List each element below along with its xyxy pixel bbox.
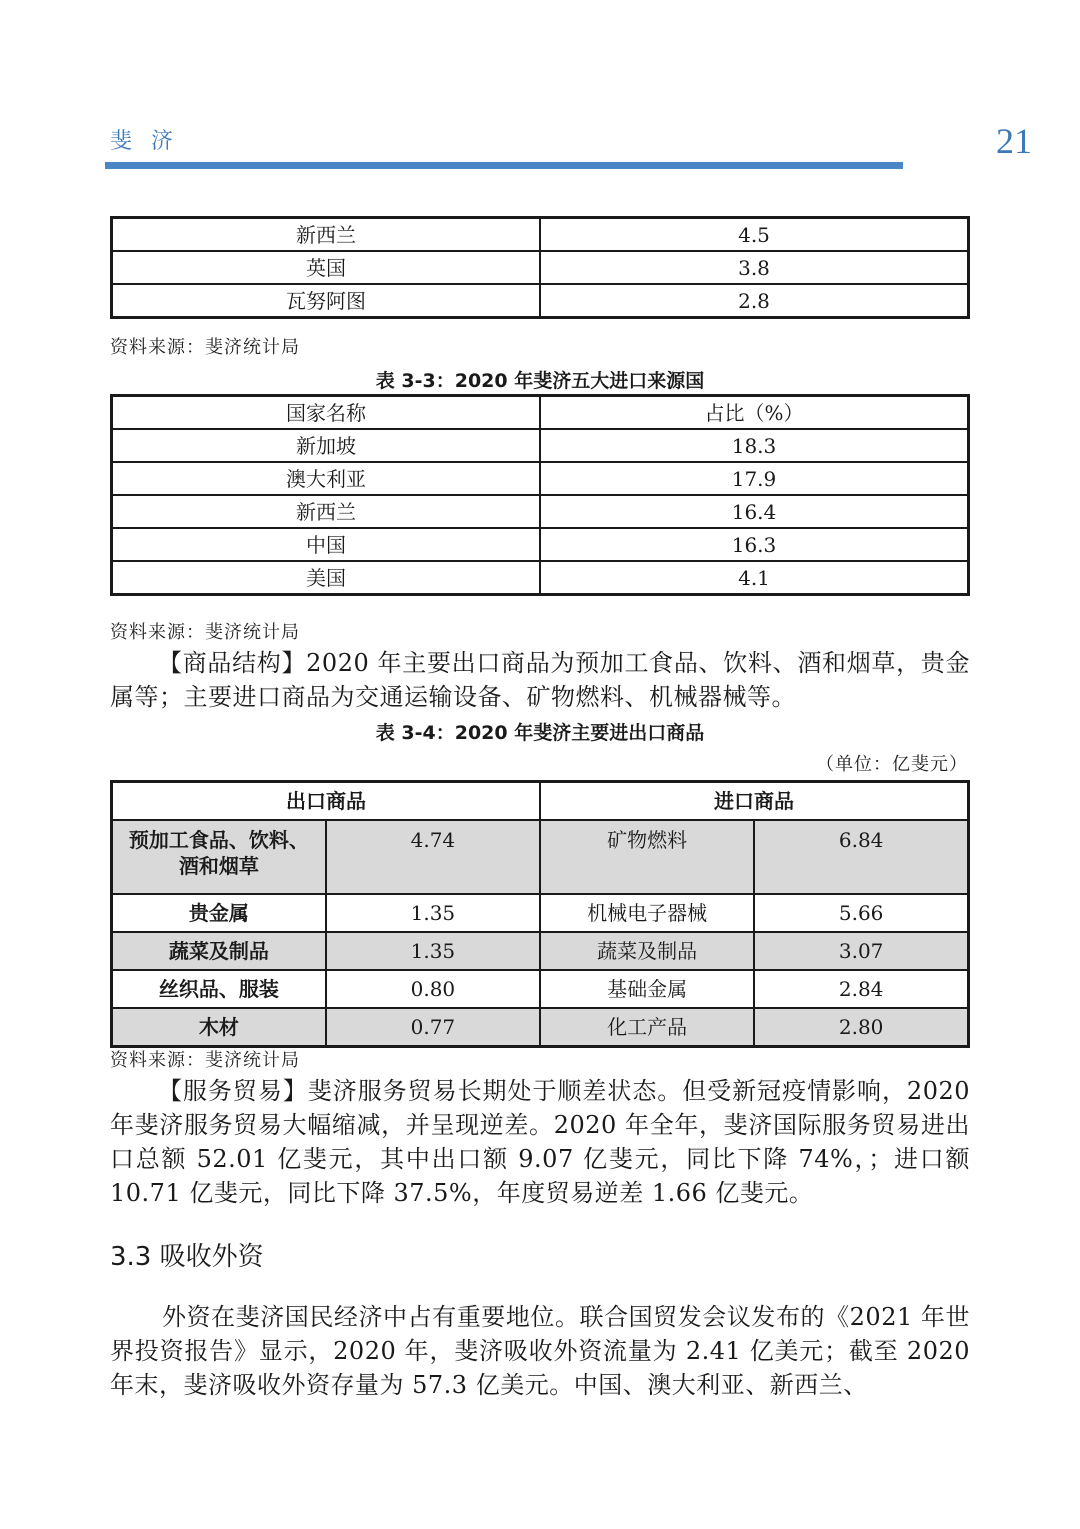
table-caption: 表 3-3：2020 年斐济五大进口来源国 (375, 370, 705, 392)
table-cell: 1.35 (326, 932, 540, 970)
table-cell: 2.8 (540, 284, 969, 318)
table-cell: 6.84 (754, 820, 968, 894)
table-main-trade-goods (110, 780, 970, 1048)
table-cell: 中国 (112, 528, 541, 561)
table-cell: 4.74 (326, 820, 540, 894)
table-cell: 18.3 (540, 429, 969, 462)
column-header: 出口商品 (112, 782, 541, 821)
table-header-row (112, 396, 969, 430)
table-cell: 澳大利亚 (112, 462, 541, 495)
table-cell: 美国 (112, 561, 541, 595)
table-cell: 瓦努阿图 (112, 284, 541, 318)
table-cell: 机械电子器械 (540, 894, 754, 932)
table-cell: 3.07 (754, 932, 968, 970)
table-export-destinations-continued (110, 216, 970, 319)
table-cell: 丝织品、服装 (112, 970, 326, 1008)
header-rule (105, 162, 903, 169)
table-cell: 1.35 (326, 894, 540, 932)
table-source: 资料来源：斐济统计局 (110, 622, 300, 643)
table-cell: 英国 (112, 251, 541, 284)
table-cell: 新西兰 (112, 218, 541, 252)
page-number: 21 (996, 121, 1032, 161)
table-cell: 木材 (112, 1008, 326, 1047)
table-row (112, 284, 969, 318)
table-row (112, 820, 969, 894)
table-cell: 16.4 (540, 495, 969, 528)
table-row (112, 462, 969, 495)
paragraph-services-trade: 【服务贸易】斐济服务贸易长期处于顺差状态。但受新冠疫情影响，2020 年斐济服务贸易大幅缩减，并呈现逆差。2020 年全年，斐济国际服务贸易进出口总额 52.01 亿斐元，其中出口额 9.07 亿斐元，同比下降 74%，；进口额 10.71 亿斐元，同比下降 37.5%，年度贸易逆差 1.66 亿斐元。 (110, 1077, 970, 1207)
table-cell: 贵金属 (112, 894, 326, 932)
column-header: 进口商品 (540, 782, 969, 821)
table-cell: 16.3 (540, 528, 969, 561)
table-row (112, 1008, 969, 1047)
table-cell: 2.80 (754, 1008, 968, 1047)
table-cell: 2.84 (754, 970, 968, 1008)
table-row (112, 561, 969, 595)
column-header: 占比（%） (540, 396, 969, 430)
header-title: 斐 济 (110, 129, 179, 154)
table-row (112, 218, 969, 252)
table-cell: 矿物燃料 (540, 820, 754, 894)
table-cell: 预加工食品、饮料、酒和烟草 (112, 820, 326, 894)
table-row (112, 932, 969, 970)
table-cell: 17.9 (540, 462, 969, 495)
table-cell: 新加坡 (112, 429, 541, 462)
table-source: 资料来源：斐济统计局 (110, 337, 300, 358)
table-cell: 基础金属 (540, 970, 754, 1008)
table-row (112, 495, 969, 528)
table-row (112, 429, 969, 462)
table-cell: 0.80 (326, 970, 540, 1008)
table-row (112, 970, 969, 1008)
table-row (112, 894, 969, 932)
table-import-sources (110, 394, 970, 596)
table-unit: （单位：亿斐元） (816, 754, 968, 775)
table-cell: 化工产品 (540, 1008, 754, 1047)
table-cell: 4.5 (540, 218, 969, 252)
table-cell: 5.66 (754, 894, 968, 932)
table-source: 资料来源：斐济统计局 (110, 1050, 300, 1071)
table-cell: 0.77 (326, 1008, 540, 1047)
section-heading: 3.3 吸收外资 (110, 1242, 264, 1272)
paragraph-foreign-investment: 外资在斐济国民经济中占有重要地位。联合国贸发会议发布的《2021 年世界投资报告》显示，2020 年，斐济吸收外资流量为 2.41 亿美元；截至 2020 年末，斐济吸收外资存量为 57.3 亿美元。中国、澳大利亚、新西兰、 (110, 1303, 970, 1399)
table-cell: 蔬菜及制品 (112, 932, 326, 970)
table-cell: 新西兰 (112, 495, 541, 528)
table-header-row (112, 782, 969, 821)
table-caption: 表 3-4：2020 年斐济主要进出口商品 (375, 722, 705, 744)
table-cell: 蔬菜及制品 (540, 932, 754, 970)
paragraph-goods-structure: 【商品结构】2020 年主要出口商品为预加工食品、饮料、酒和烟草，贵金属等；主要进口商品为交通运输设备、矿物燃料、机械器械等。 (110, 649, 970, 711)
table-cell: 4.1 (540, 561, 969, 595)
table-row (112, 251, 969, 284)
table-row (112, 528, 969, 561)
table-cell: 3.8 (540, 251, 969, 284)
column-header: 国家名称 (112, 396, 541, 430)
